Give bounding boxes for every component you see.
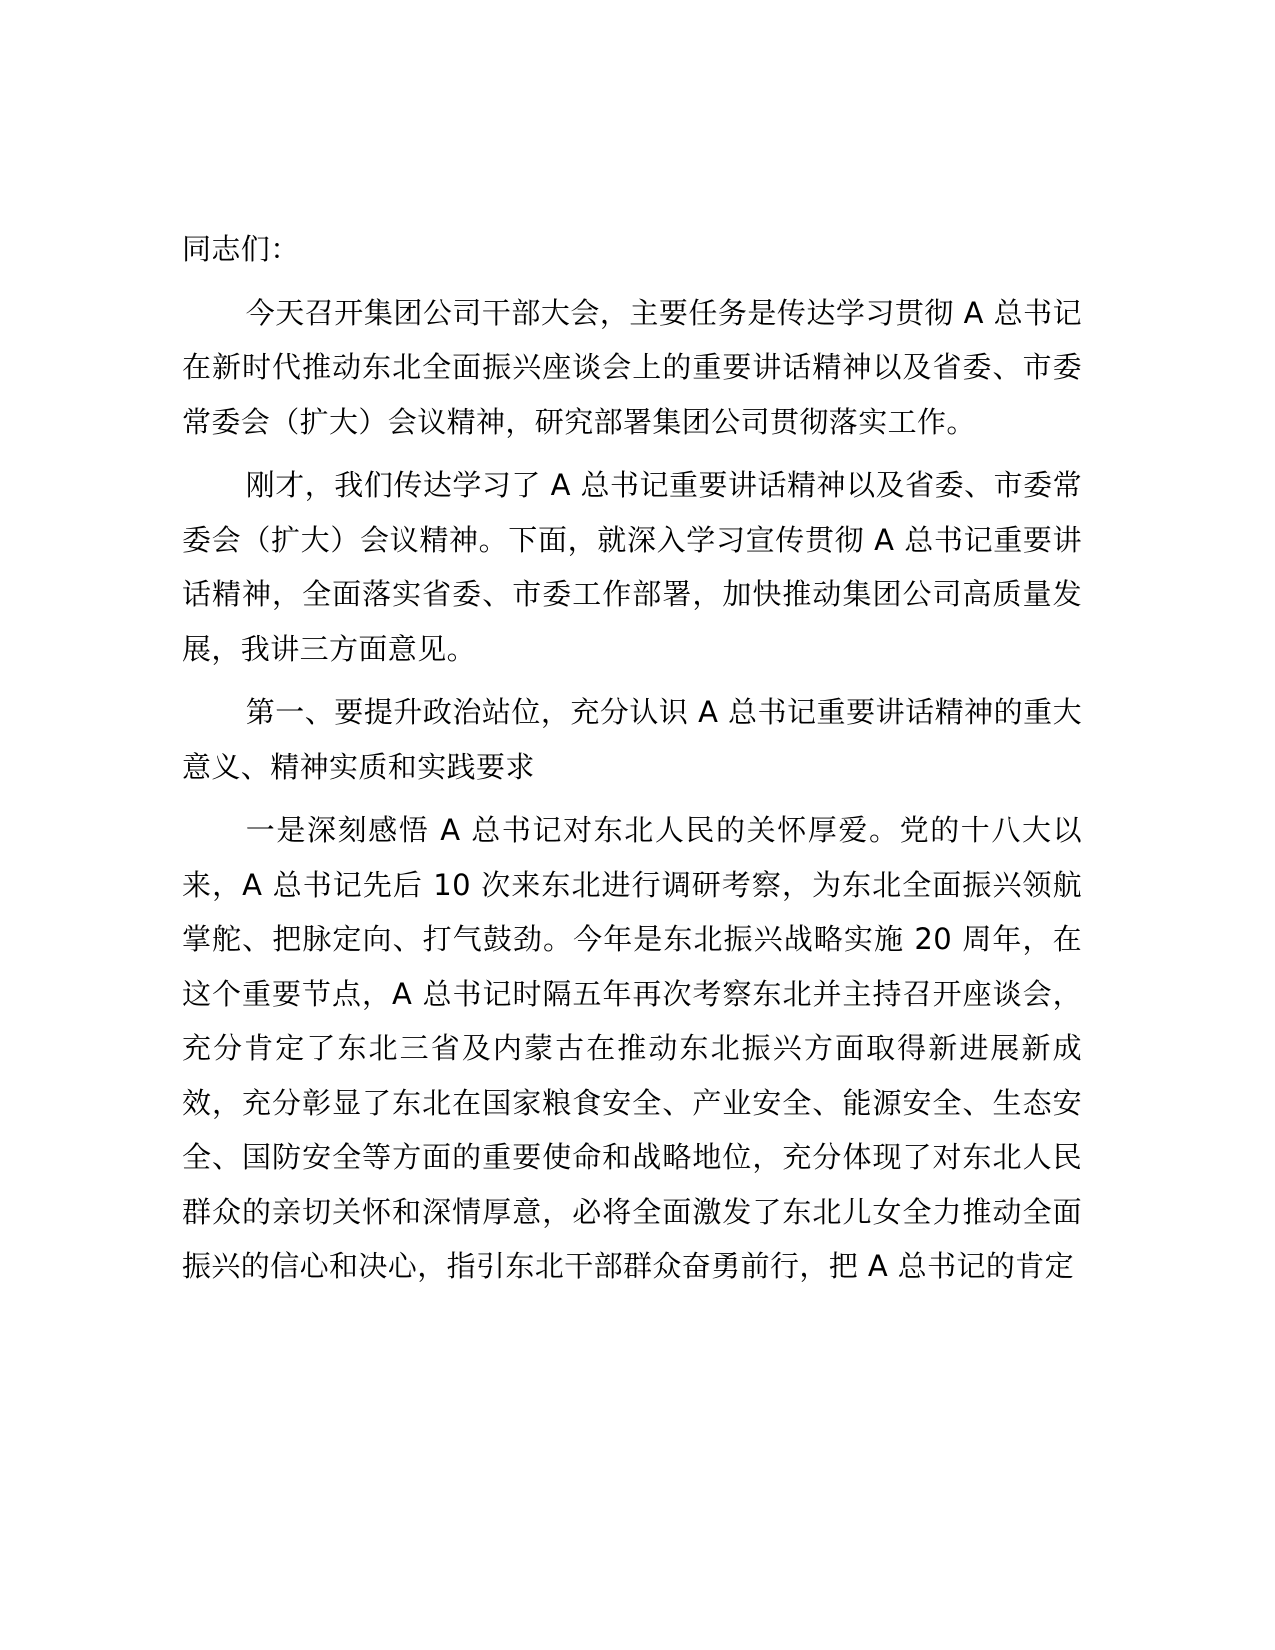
section-heading-first: 第一、要提升政治站位，充分认识 A 总书记重要讲话精神的重大意义、精神实质和实践要求 [182,695,1082,784]
paragraph-meeting-purpose: 今天召开集团公司干部大会，主要任务是传达学习贯彻 A 总书记在新时代推动东北全面振兴座谈会上的重要讲话精神以及省委、市委常委会（扩大）会议精神，研究部署集团公司贯彻落实工作。 [182,295,1082,439]
paragraph-three-opinions: 刚才，我们传达学习了 A 总书记重要讲话精神以及省委、市委常委会（扩大）会议精神。下面，就深入学习宣传贯彻 A 总书记重要讲话精神，全面落实省委、市委工作部署，加快推动集团公司高质量发展，我讲三方面意见。 [182,468,1082,666]
paragraph-first-point: 一是深刻感悟 A 总书记对东北人民的关怀厚爱。党的十八大以来，A 总书记先后 10 次来东北进行调研考察，为东北全面振兴领航掌舵、把脉定向、打气鼓劲。今年是东北振兴战略实施 20 周年，在这个重要节点，A 总书记时隔五年再次考察东北并主持召开座谈会，充分肯定了东北三省及内蒙古在推动东北振兴方面取得新进展新成效，充分彰显了东北在国家粮食安全、产业安全、能源安全、生态安全、国防安全等方面的重要使命和战略地位，充分体现了对东北人民群众的亲切关怀和深情厚意，必将全面激发了东北儿女全力推动全面振兴的信心和决心，指引东北干部群众奋勇前行，把 A 总书记的肯定 [182,813,1082,1283]
document-body [182,222,1082,1303]
salutation: 同志们： [182,232,300,266]
